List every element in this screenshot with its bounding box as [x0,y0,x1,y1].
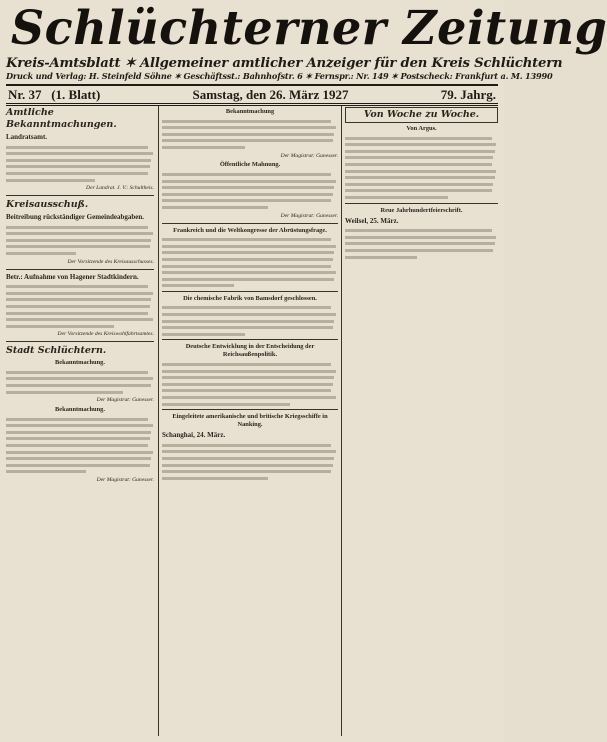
divider [6,195,154,196]
text-line [162,133,334,136]
text-line [6,239,151,242]
text-line [162,376,334,379]
text-line [162,477,268,480]
text-line [6,464,150,467]
text-line [6,470,86,473]
text-line [162,258,333,261]
body-text [6,285,154,328]
text-line [162,450,336,453]
text-line [6,172,148,175]
body-text [162,120,338,149]
text-line [6,146,148,149]
text-line [162,245,336,248]
newspaper-title: Schlüchterner Zeitung [10,1,607,56]
text-line [345,189,492,192]
text-line [6,391,123,394]
signature: Der Magistrat: Gunesser. [96,397,154,404]
publisher-line: Druck und Verlag: H. Steinfeld Söhne ✶ Geschäftsst.: Bahnhofstr. 6 ✶ Fernspr.: Nr. 149 ✶ Postscheck: Frankfurt a. M. 13990 [6,71,553,81]
text-line [162,146,245,149]
text-line [6,159,151,162]
text-line [6,444,148,447]
text-line [6,305,150,308]
signature: Der Vorsitzende des Kreisausschusses. [67,258,154,265]
text-line [6,165,150,168]
subsection-heading: Beitreibung rückständiger Gemeindeabgaben. [6,213,145,222]
issue-volume: 79. Jahrg. [440,86,496,102]
text-line [345,170,496,173]
text-line [162,193,333,196]
text-line [345,156,493,159]
text-line [6,431,151,434]
text-line [345,150,495,153]
dateline-place: Schanghai, 24. März. [162,431,226,440]
text-line [6,418,148,421]
subsection-heading: Landratsamt. [6,133,48,141]
body-text [345,229,498,258]
text-line [162,320,334,323]
section-heading: Amtliche Bekanntmachungen. [6,107,117,130]
article-heading: Deutsche Entwicklung in der Entscheidung der Reichsaußenpolitik. [185,343,315,359]
text-line [345,236,496,239]
divider [162,291,338,292]
subsection-heading: Bekanntmachung. [55,359,105,367]
text-line [345,196,448,199]
article-heading: Bekanntmachung [225,108,275,115]
signature: Der Vorsitzende des Kreiswohlfahrtsamtes. [57,331,154,338]
text-line [6,226,148,229]
text-line [162,126,336,129]
body-text [162,173,338,209]
text-line [162,403,290,406]
text-line [162,370,336,373]
text-line [6,457,151,460]
divider [162,409,338,410]
text-line [162,173,331,176]
text-line [345,163,492,166]
divider [162,339,338,340]
text-line [345,249,493,252]
text-line [6,424,153,427]
issue-number: Nr. 37 [8,86,42,102]
text-line [6,179,95,182]
author-line: Von Argus. [406,125,437,132]
text-line [162,396,336,399]
body-text [162,363,338,406]
text-line [6,298,151,301]
signature: Der Magistrat: Gunesser. [280,212,338,219]
issue-date: Samstag, den 26. März 1927 [192,86,349,102]
text-line [162,457,334,460]
text-line [345,183,493,186]
column-weekly-review [345,106,498,736]
text-line [162,363,331,366]
body-text [6,418,154,474]
article-heading: Reue Jahrhundertfeierschrift. [380,206,463,214]
text-line [6,384,151,387]
column-divider-1 [158,106,159,736]
issue-sheet: (1. Blatt) [51,86,101,102]
column-news [162,106,338,736]
text-line [162,139,333,142]
text-line [162,120,331,123]
text-line [6,312,148,315]
text-line [345,256,417,259]
section-heading: Kreisausschuß. [6,199,89,211]
column-divider-2 [341,106,342,736]
masthead [6,1,607,106]
text-line [345,137,492,140]
text-line [162,251,334,254]
signature: Der Magistrat: Gunesser. [96,477,154,483]
text-line [162,389,331,392]
signature: Der Magistrat: Gunesser. [280,152,338,159]
text-line [345,242,495,245]
text-line [6,377,153,380]
column-official-notices [6,106,154,736]
text-line [162,326,333,329]
text-line [162,284,234,287]
text-line [6,252,76,255]
text-line [6,437,150,440]
article-heading: Frankreich und die Weltkongresse der Abrüstungsfrage. [173,226,327,234]
body-text [162,444,338,480]
text-line [6,325,114,328]
divider [6,269,154,270]
text-line [6,232,153,235]
body-text [162,306,338,335]
text-line [162,383,333,386]
text-line [6,318,153,321]
dateline [6,86,498,103]
text-line [6,285,148,288]
text-line [345,143,496,146]
column-heading: Von Woche zu Woche. [345,107,498,123]
newspaper-subtitle: Kreis-Amtsblatt ✶ Allgemeiner amtlicher Anzeiger für den Kreis Schlüchtern [6,56,563,71]
subsection-heading: Bekanntmachung. [55,406,105,414]
article-heading: Die chemische Fabrik von Bamsdorf geschlossen. [183,294,317,302]
text-line [162,271,336,274]
text-line [162,333,245,336]
text-line [162,278,334,281]
dateline-place: Weilsel, 25. März. [345,216,399,225]
signature: Der Landrat. J. V.: Schultheis. [86,185,154,192]
text-line [162,199,331,202]
text-line [162,444,331,447]
text-line [162,186,334,189]
text-line [6,371,148,374]
text-line [162,238,331,241]
subsection-heading: Betr.: Aufnahme von Hagener Stadtkindern. [6,272,139,281]
article-heading: Öffentliche Mahnung. [219,161,281,169]
text-line [162,306,331,309]
text-line [345,176,495,179]
issue-number-group [8,87,100,103]
section-heading: Stadt Schlüchtern. [6,345,107,357]
body-text [6,226,154,255]
body-text [6,371,154,394]
text-line [162,265,331,268]
body-text [162,238,338,287]
text-line [162,464,333,467]
divider [345,203,498,204]
text-line [162,180,336,183]
divider [6,341,154,342]
body-text [345,137,498,199]
article-heading: Eingeleitete amerikanische und britische Kriegsschiffe in Nanking. [172,413,328,429]
text-line [6,451,153,454]
text-line [6,292,153,295]
text-line [162,206,268,209]
text-line [6,152,153,155]
divider [162,223,338,224]
text-line [162,313,336,316]
body-text [6,146,154,182]
text-line [6,245,150,248]
text-line [345,229,492,232]
text-line [162,470,331,473]
